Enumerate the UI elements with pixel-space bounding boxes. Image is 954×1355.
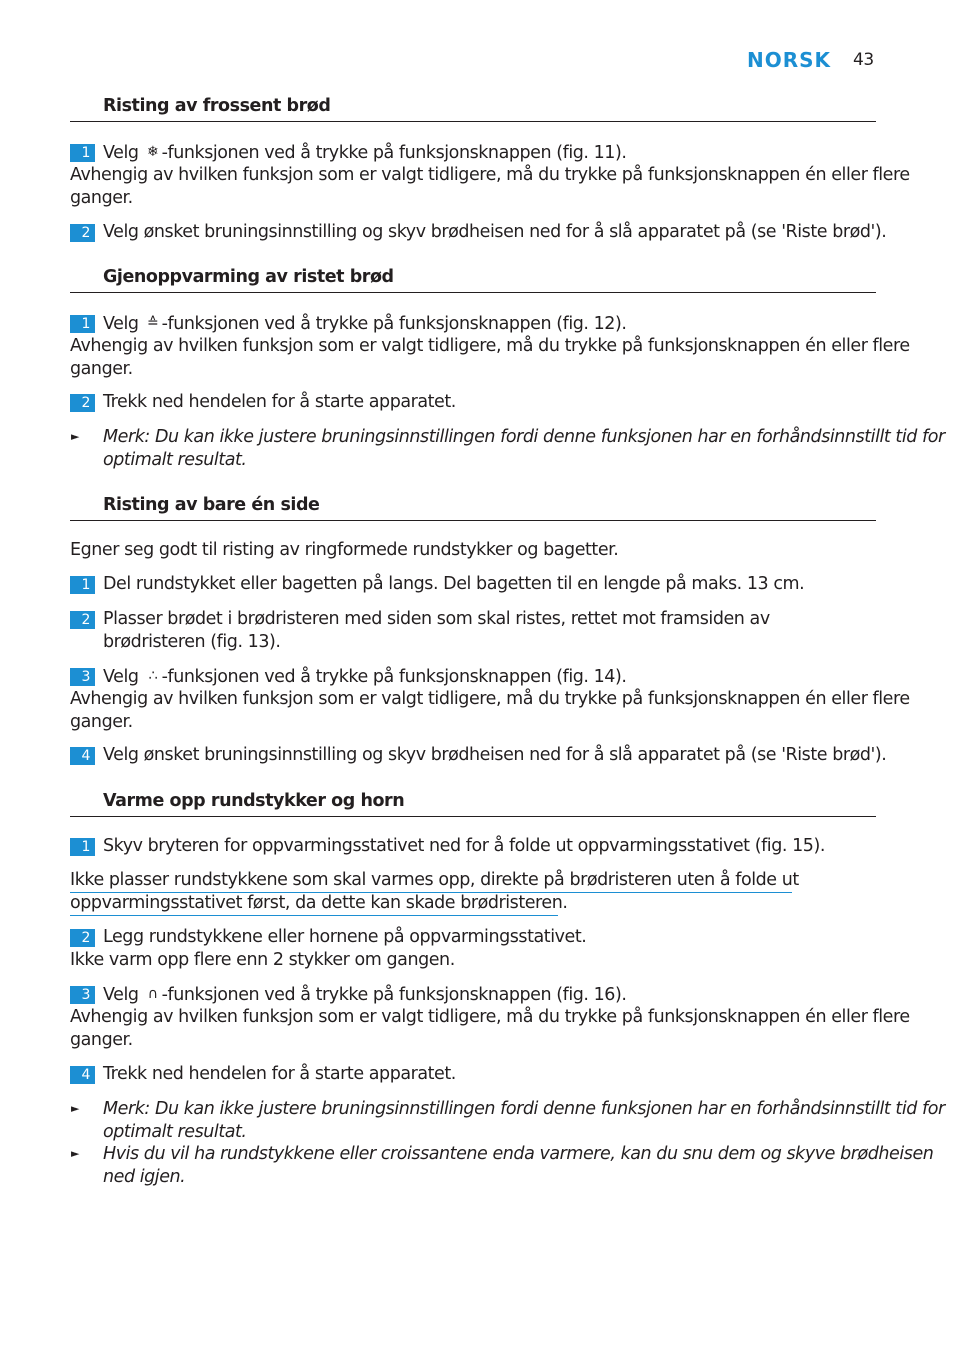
warning-text: oppvarmingsstativet først, da dette kan skade brødristeren.	[70, 892, 558, 916]
step-text: Skyv bryteren for oppvarmingsstativet ned for å folde ut oppvarmingsstativet (fig. 15).	[103, 836, 825, 856]
step-text: Velg ∴ -funksjonen ved å trykke på funksjonsknappen (fig. 14).	[103, 667, 627, 687]
step-number: 2	[70, 929, 95, 947]
step-text: Velg ❄ -funksjonen ved å trykke på funksjonsknappen (fig. 11).	[103, 143, 627, 163]
section-divider	[70, 816, 876, 817]
note-bullet: optimalt resultat.	[103, 1122, 247, 1142]
language-label: NORSK	[746, 48, 831, 72]
step-note: Avhengig av hvilken funksjon som er valgt tidligere, må du trykke på funksjonsknappen én eller flere	[70, 165, 910, 185]
step-text: Del rundstykket eller bagetten på langs. Del bagetten til en lengde på maks. 13 cm.	[103, 574, 805, 594]
step-note: ganger.	[70, 188, 133, 208]
step-text: Velg ønsket bruningsinnstilling og skyv brødheisen ned for å slå apparatet på (se 'Riste brød').	[103, 745, 887, 765]
section-title-one-side: Risting av bare én side	[103, 495, 320, 515]
intro-text: Egner seg godt til risting av ringformede rundstykker og bagetter.	[70, 540, 619, 560]
note-bullet: ned igjen.	[103, 1167, 186, 1187]
step-number: 4	[70, 1066, 95, 1084]
one-side-icon: ∴	[148, 668, 157, 684]
section-divider	[70, 520, 876, 521]
page-number: 43	[853, 50, 874, 70]
step-text: Legg rundstykkene eller hornene på oppvarmingsstativet.	[103, 927, 587, 947]
bullet-marker-icon: ►	[71, 1102, 80, 1115]
step-text: Trekk ned hendelen for å starte apparatet.	[103, 1064, 456, 1084]
step-note: Avhengig av hvilken funksjon som er valgt tidligere, må du trykke på funksjonsknappen én eller flere	[70, 689, 910, 709]
reheat-icon: ≙	[147, 315, 159, 331]
bun-warming-icon: ∩	[147, 986, 158, 1002]
step-number: 1	[70, 576, 95, 594]
note-bullet: Merk: Du kan ikke justere bruningsinnstillingen fordi denne funksjonen har en forhåndsinnstillt tid for	[103, 1099, 945, 1119]
step-number: 4	[70, 747, 95, 765]
step-number: 1	[70, 838, 95, 856]
step-note: ganger.	[70, 359, 133, 379]
step-number: 3	[70, 986, 95, 1004]
step-text: brødristeren (fig. 13).	[103, 632, 281, 652]
section-title-bun-warming: Varme opp rundstykker og horn	[103, 791, 405, 811]
step-text: Trekk ned hendelen for å starte apparatet.	[103, 392, 456, 412]
step-note: Avhengig av hvilken funksjon som er valgt tidligere, må du trykke på funksjonsknappen én eller flere	[70, 336, 910, 356]
note-bullet: Merk: Du kan ikke justere bruningsinnstillingen fordi denne funksjonen har en forhåndsinnstillt tid for	[103, 427, 945, 447]
bullet-marker-icon: ►	[71, 1147, 80, 1160]
step-number: 3	[70, 668, 95, 686]
section-divider	[70, 121, 876, 122]
warning-text: Ikke plasser rundstykkene som skal varmes opp, direkte på brødristeren uten å folde ut	[70, 869, 792, 893]
frozen-bread-icon: ❄	[147, 144, 159, 160]
step-text: Plasser brødet i brødristeren med siden som skal ristes, rettet mot framsiden av	[103, 609, 770, 629]
note-bullet: optimalt resultat.	[103, 450, 247, 470]
section-title-reheat: Gjenoppvarming av ristet brød	[103, 267, 394, 287]
step-text: Velg ∩ -funksjonen ved å trykke på funksjonsknappen (fig. 16).	[103, 985, 627, 1005]
step-text: Velg ønsket bruningsinnstilling og skyv brødheisen ned for å slå apparatet på (se 'Riste brød').	[103, 222, 887, 242]
step-number: 1	[70, 315, 95, 333]
step-note: ganger.	[70, 712, 133, 732]
step-note: ganger.	[70, 1030, 133, 1050]
step-text: Velg ≙ -funksjonen ved å trykke på funksjonsknappen (fig. 12).	[103, 314, 627, 334]
section-divider	[70, 292, 876, 293]
step-number: 2	[70, 224, 95, 242]
section-title-frozen-bread: Risting av frossent brød	[103, 96, 331, 116]
step-number: 1	[70, 144, 95, 162]
step-note: Ikke varm opp flere enn 2 stykker om gangen.	[70, 950, 455, 970]
step-number: 2	[70, 394, 95, 412]
step-note: Avhengig av hvilken funksjon som er valgt tidligere, må du trykke på funksjonsknappen én eller flere	[70, 1007, 910, 1027]
bullet-marker-icon: ►	[71, 430, 80, 443]
step-number: 2	[70, 611, 95, 629]
note-bullet: Hvis du vil ha rundstykkene eller croissantene enda varmere, kan du snu dem og skyve brødheisen	[103, 1144, 934, 1164]
